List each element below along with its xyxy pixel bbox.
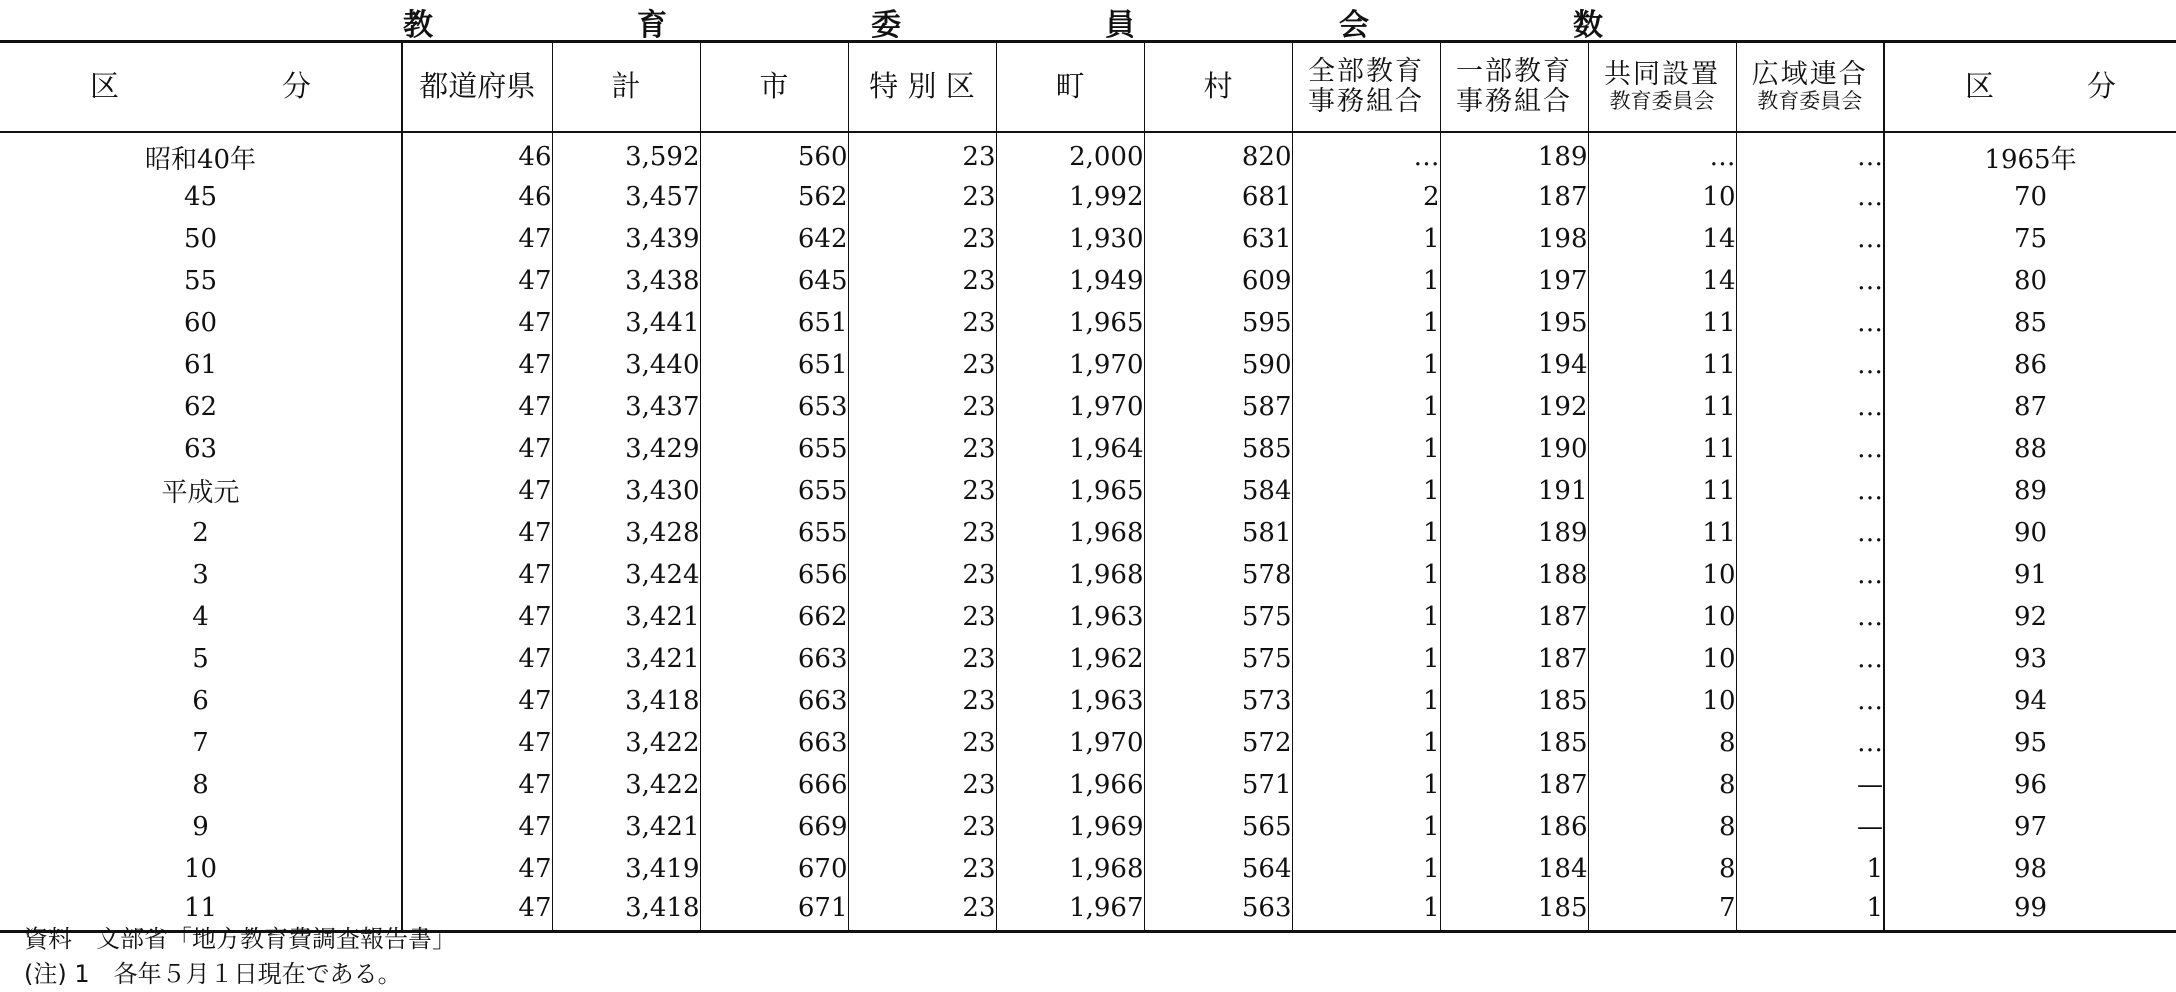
prefecture-cell: 47 [402, 512, 552, 554]
wide-area-cell: … [1736, 512, 1884, 554]
row-label: 7 [192, 727, 209, 758]
village-cell: 581 [1144, 512, 1292, 554]
partial-union-cell: 198 [1440, 218, 1588, 260]
full-union-cell: 1 [1292, 344, 1440, 386]
special-ward-cell: 23 [848, 176, 996, 218]
city-cell: 655 [700, 470, 848, 512]
town-cell: 1,963 [996, 596, 1144, 638]
year-label: 86 [1884, 344, 2176, 386]
full-union-cell: 1 [1292, 428, 1440, 470]
city-cell: 663 [700, 680, 848, 722]
wide-area-cell: … [1736, 302, 1884, 344]
special-ward-cell: 23 [848, 470, 996, 512]
header-total: 計 [552, 42, 700, 132]
row-label: 50 [183, 223, 218, 254]
partial-union-cell: 187 [1440, 596, 1588, 638]
year-label: 99 [1884, 890, 2176, 932]
prefecture-cell: 47 [402, 218, 552, 260]
year-label: 98 [1884, 848, 2176, 890]
joint-board-cell: 10 [1588, 596, 1736, 638]
full-union-cell: 1 [1292, 638, 1440, 680]
full-union-cell: 2 [1292, 176, 1440, 218]
row-label: 4 [192, 601, 209, 632]
full-union-cell: 1 [1292, 386, 1440, 428]
city-cell: 655 [700, 512, 848, 554]
city-cell: 562 [700, 176, 848, 218]
total-cell: 3,421 [552, 638, 700, 680]
footnote: (注) 1 各年５月１日現在である。 [24, 960, 402, 988]
full-union-cell: 1 [1292, 470, 1440, 512]
year-label: 88 [1884, 428, 2176, 470]
prefecture-cell: 47 [402, 764, 552, 806]
partial-union-cell: 184 [1440, 848, 1588, 890]
partial-union-cell: 192 [1440, 386, 1588, 428]
row-label: 平成元 [161, 478, 240, 508]
prefecture-cell: 47 [402, 638, 552, 680]
village-cell: 585 [1144, 428, 1292, 470]
special-ward-cell: 23 [848, 890, 996, 932]
partial-union-cell: 187 [1440, 764, 1588, 806]
prefecture-cell: 47 [402, 470, 552, 512]
wide-area-cell: — [1736, 764, 1884, 806]
joint-board-cell: … [1588, 132, 1736, 176]
year-label: 70 [1884, 176, 2176, 218]
total-cell: 3,418 [552, 680, 700, 722]
table-row [0, 132, 2176, 176]
header-wide-area-board: 広域連合 教育委員会 [1736, 42, 1884, 132]
full-union-cell: 1 [1292, 596, 1440, 638]
header-village: 村 [1144, 42, 1292, 132]
title-char: 会 [1339, 8, 1369, 43]
prefecture-cell: 47 [402, 302, 552, 344]
row-label: 6 [192, 685, 209, 716]
year-label: 95 [1884, 722, 2176, 764]
full-union-cell: … [1292, 132, 1440, 176]
village-cell: 573 [1144, 680, 1292, 722]
special-ward-cell: 23 [848, 554, 996, 596]
wide-area-cell: … [1736, 260, 1884, 302]
row-label: 2 [192, 517, 209, 548]
table-row [0, 470, 2176, 512]
table-row [0, 260, 2176, 302]
city-cell: 663 [700, 638, 848, 680]
year-label: 96 [1884, 764, 2176, 806]
special-ward-cell: 23 [848, 596, 996, 638]
total-cell: 3,428 [552, 512, 700, 554]
wide-area-cell: … [1736, 554, 1884, 596]
town-cell: 1,970 [996, 344, 1144, 386]
wide-area-cell: … [1736, 218, 1884, 260]
wide-area-cell: … [1736, 132, 1884, 176]
village-cell: 578 [1144, 554, 1292, 596]
year-label: 94 [1884, 680, 2176, 722]
city-cell: 655 [700, 428, 848, 470]
year-label: 92 [1884, 596, 2176, 638]
header-city: 市 [700, 42, 848, 132]
special-ward-cell: 23 [848, 302, 996, 344]
prefecture-cell: 47 [402, 428, 552, 470]
total-cell: 3,429 [552, 428, 700, 470]
joint-board-cell: 11 [1588, 302, 1736, 344]
partial-union-cell: 190 [1440, 428, 1588, 470]
full-union-cell: 1 [1292, 680, 1440, 722]
header-prefecture: 都道府県 [402, 42, 552, 132]
total-cell: 3,421 [552, 596, 700, 638]
title-char: 育 [637, 8, 667, 43]
year-label: 75 [1884, 218, 2176, 260]
special-ward-cell: 23 [848, 806, 996, 848]
wide-area-cell: … [1736, 176, 1884, 218]
joint-board-cell: 10 [1588, 554, 1736, 596]
source-note: 資料 文部省「地方教育費調査報告書」 [24, 925, 456, 953]
full-union-cell: 1 [1292, 260, 1440, 302]
row-label: 8 [192, 769, 209, 800]
full-union-cell: 1 [1292, 848, 1440, 890]
town-cell: 1,969 [996, 806, 1144, 848]
village-cell: 681 [1144, 176, 1292, 218]
row-label: 62 [183, 391, 218, 422]
joint-board-cell: 14 [1588, 218, 1736, 260]
table-row [0, 596, 2176, 638]
town-cell: 1,968 [996, 848, 1144, 890]
full-union-cell: 1 [1292, 890, 1440, 932]
partial-union-cell: 187 [1440, 176, 1588, 218]
table-row [0, 554, 2176, 596]
city-cell: 651 [700, 302, 848, 344]
village-cell: 575 [1144, 638, 1292, 680]
town-cell: 2,000 [996, 132, 1144, 176]
title-char: 員 [1105, 8, 1135, 43]
town-cell: 1,962 [996, 638, 1144, 680]
special-ward-cell: 23 [848, 428, 996, 470]
partial-union-cell: 194 [1440, 344, 1588, 386]
year-label: 97 [1884, 806, 2176, 848]
full-union-cell: 1 [1292, 218, 1440, 260]
header-partial-union: 一部教育 事務組合 [1440, 42, 1588, 132]
special-ward-cell: 23 [848, 260, 996, 302]
city-cell: 653 [700, 386, 848, 428]
joint-board-cell: 11 [1588, 428, 1736, 470]
full-union-cell: 1 [1292, 302, 1440, 344]
full-union-cell: 1 [1292, 554, 1440, 596]
partial-union-cell: 187 [1440, 638, 1588, 680]
year-label: 1965年 [1884, 132, 2176, 176]
table-row [0, 722, 2176, 764]
table-body [0, 132, 2176, 932]
village-cell: 575 [1144, 596, 1292, 638]
total-cell: 3,430 [552, 470, 700, 512]
header-town: 町 [996, 42, 1144, 132]
row-label: 昭和40年 [144, 144, 257, 175]
row-label: 5 [192, 643, 209, 674]
notes [24, 922, 456, 992]
partial-union-cell: 197 [1440, 260, 1588, 302]
village-cell: 584 [1144, 470, 1292, 512]
village-cell: 820 [1144, 132, 1292, 176]
city-cell: 645 [700, 260, 848, 302]
partial-union-cell: 188 [1440, 554, 1588, 596]
total-cell: 3,592 [552, 132, 700, 176]
table-title [403, 2, 1603, 42]
title-char: 数 [1573, 8, 1603, 43]
row-label: 55 [183, 265, 218, 296]
table-row [0, 848, 2176, 890]
joint-board-cell: 11 [1588, 386, 1736, 428]
wide-area-cell: 1 [1736, 890, 1884, 932]
special-ward-cell: 23 [848, 680, 996, 722]
village-cell: 564 [1144, 848, 1292, 890]
special-ward-cell: 23 [848, 218, 996, 260]
town-cell: 1,968 [996, 554, 1144, 596]
row-label: 3 [192, 559, 209, 590]
full-union-cell: 1 [1292, 512, 1440, 554]
prefecture-cell: 47 [402, 344, 552, 386]
joint-board-cell: 8 [1588, 806, 1736, 848]
special-ward-cell: 23 [848, 386, 996, 428]
village-cell: 587 [1144, 386, 1292, 428]
town-cell: 1,970 [996, 386, 1144, 428]
table-row [0, 218, 2176, 260]
partial-union-cell: 189 [1440, 512, 1588, 554]
joint-board-cell: 7 [1588, 890, 1736, 932]
prefecture-cell: 47 [402, 680, 552, 722]
wide-area-cell: — [1736, 806, 1884, 848]
prefecture-cell: 47 [402, 806, 552, 848]
city-cell: 662 [700, 596, 848, 638]
town-cell: 1,970 [996, 722, 1144, 764]
wide-area-cell: … [1736, 428, 1884, 470]
table-row [0, 512, 2176, 554]
year-label: 89 [1884, 470, 2176, 512]
row-label: 60 [183, 307, 218, 338]
wide-area-cell: … [1736, 386, 1884, 428]
year-label: 91 [1884, 554, 2176, 596]
wide-area-cell: 1 [1736, 848, 1884, 890]
wide-area-cell: … [1736, 680, 1884, 722]
board-of-education-table [0, 40, 2176, 933]
wide-area-cell: … [1736, 722, 1884, 764]
prefecture-cell: 47 [402, 260, 552, 302]
village-cell: 572 [1144, 722, 1292, 764]
joint-board-cell: 8 [1588, 764, 1736, 806]
special-ward-cell: 23 [848, 132, 996, 176]
table-row [0, 806, 2176, 848]
header-joint-board: 共同設置 教育委員会 [1588, 42, 1736, 132]
total-cell: 3,421 [552, 806, 700, 848]
city-cell: 560 [700, 132, 848, 176]
table-row [0, 386, 2176, 428]
special-ward-cell: 23 [848, 344, 996, 386]
special-ward-cell: 23 [848, 764, 996, 806]
wide-area-cell: … [1736, 638, 1884, 680]
header-full-union: 全部教育 事務組合 [1292, 42, 1440, 132]
prefecture-cell: 47 [402, 722, 552, 764]
joint-board-cell: 11 [1588, 344, 1736, 386]
total-cell: 3,439 [552, 218, 700, 260]
partial-union-cell: 189 [1440, 132, 1588, 176]
year-label: 93 [1884, 638, 2176, 680]
city-cell: 669 [700, 806, 848, 848]
table-row [0, 344, 2176, 386]
city-cell: 663 [700, 722, 848, 764]
village-cell: 631 [1144, 218, 1292, 260]
partial-union-cell: 185 [1440, 722, 1588, 764]
prefecture-cell: 46 [402, 176, 552, 218]
town-cell: 1,966 [996, 764, 1144, 806]
prefecture-cell: 47 [402, 554, 552, 596]
table-row [0, 302, 2176, 344]
total-cell: 3,457 [552, 176, 700, 218]
partial-union-cell: 185 [1440, 680, 1588, 722]
wide-area-cell: … [1736, 344, 1884, 386]
joint-board-cell: 10 [1588, 176, 1736, 218]
title-char: 委 [871, 8, 901, 43]
row-label: 9 [192, 811, 209, 842]
partial-union-cell: 186 [1440, 806, 1588, 848]
row-label: 10 [183, 853, 218, 884]
header-row [0, 42, 2176, 132]
city-cell: 666 [700, 764, 848, 806]
wide-area-cell: … [1736, 596, 1884, 638]
city-cell: 670 [700, 848, 848, 890]
town-cell: 1,992 [996, 176, 1144, 218]
joint-board-cell: 10 [1588, 638, 1736, 680]
table-row [0, 428, 2176, 470]
prefecture-cell: 47 [402, 386, 552, 428]
header-category-right: 区 分 [1884, 42, 2176, 132]
joint-board-cell: 11 [1588, 470, 1736, 512]
table-row [0, 764, 2176, 806]
full-union-cell: 1 [1292, 806, 1440, 848]
year-label: 85 [1884, 302, 2176, 344]
joint-board-cell: 8 [1588, 722, 1736, 764]
row-label: 45 [183, 181, 218, 212]
row-label: 63 [183, 433, 218, 464]
full-union-cell: 1 [1292, 722, 1440, 764]
prefecture-cell: 47 [402, 848, 552, 890]
town-cell: 1,968 [996, 512, 1144, 554]
joint-board-cell: 8 [1588, 848, 1736, 890]
total-cell: 3,419 [552, 848, 700, 890]
special-ward-cell: 23 [848, 512, 996, 554]
year-label: 87 [1884, 386, 2176, 428]
town-cell: 1,949 [996, 260, 1144, 302]
year-label: 80 [1884, 260, 2176, 302]
special-ward-cell: 23 [848, 848, 996, 890]
partial-union-cell: 185 [1440, 890, 1588, 932]
row-label: 61 [183, 349, 218, 380]
village-cell: 563 [1144, 890, 1292, 932]
year-label: 90 [1884, 512, 2176, 554]
header-special-ward: 特 別 区 [848, 42, 996, 132]
table-row [0, 176, 2176, 218]
total-cell: 3,440 [552, 344, 700, 386]
total-cell: 3,424 [552, 554, 700, 596]
total-cell: 3,441 [552, 302, 700, 344]
town-cell: 1,965 [996, 302, 1144, 344]
joint-board-cell: 11 [1588, 512, 1736, 554]
title-char: 教 [403, 8, 433, 43]
village-cell: 595 [1144, 302, 1292, 344]
table-row [0, 680, 2176, 722]
header-category-left: 区 分 [0, 42, 402, 132]
village-cell: 571 [1144, 764, 1292, 806]
city-cell: 656 [700, 554, 848, 596]
full-union-cell: 1 [1292, 764, 1440, 806]
row-label: 11 [0, 890, 402, 932]
wide-area-cell: … [1736, 470, 1884, 512]
village-cell: 565 [1144, 806, 1292, 848]
town-cell: 1,965 [996, 470, 1144, 512]
city-cell: 671 [700, 890, 848, 932]
town-cell: 1,967 [996, 890, 1144, 932]
partial-union-cell: 191 [1440, 470, 1588, 512]
total-cell: 3,422 [552, 764, 700, 806]
table-row [0, 638, 2176, 680]
special-ward-cell: 23 [848, 722, 996, 764]
total-cell: 3,438 [552, 260, 700, 302]
total-cell: 3,437 [552, 386, 700, 428]
city-cell: 651 [700, 344, 848, 386]
joint-board-cell: 14 [1588, 260, 1736, 302]
prefecture-cell: 47 [402, 890, 552, 932]
town-cell: 1,964 [996, 428, 1144, 470]
joint-board-cell: 10 [1588, 680, 1736, 722]
special-ward-cell: 23 [848, 638, 996, 680]
prefecture-cell: 46 [402, 132, 552, 176]
village-cell: 590 [1144, 344, 1292, 386]
city-cell: 642 [700, 218, 848, 260]
prefecture-cell: 47 [402, 596, 552, 638]
partial-union-cell: 195 [1440, 302, 1588, 344]
total-cell: 3,418 [552, 890, 700, 932]
town-cell: 1,930 [996, 218, 1144, 260]
total-cell: 3,422 [552, 722, 700, 764]
town-cell: 1,963 [996, 680, 1144, 722]
village-cell: 609 [1144, 260, 1292, 302]
